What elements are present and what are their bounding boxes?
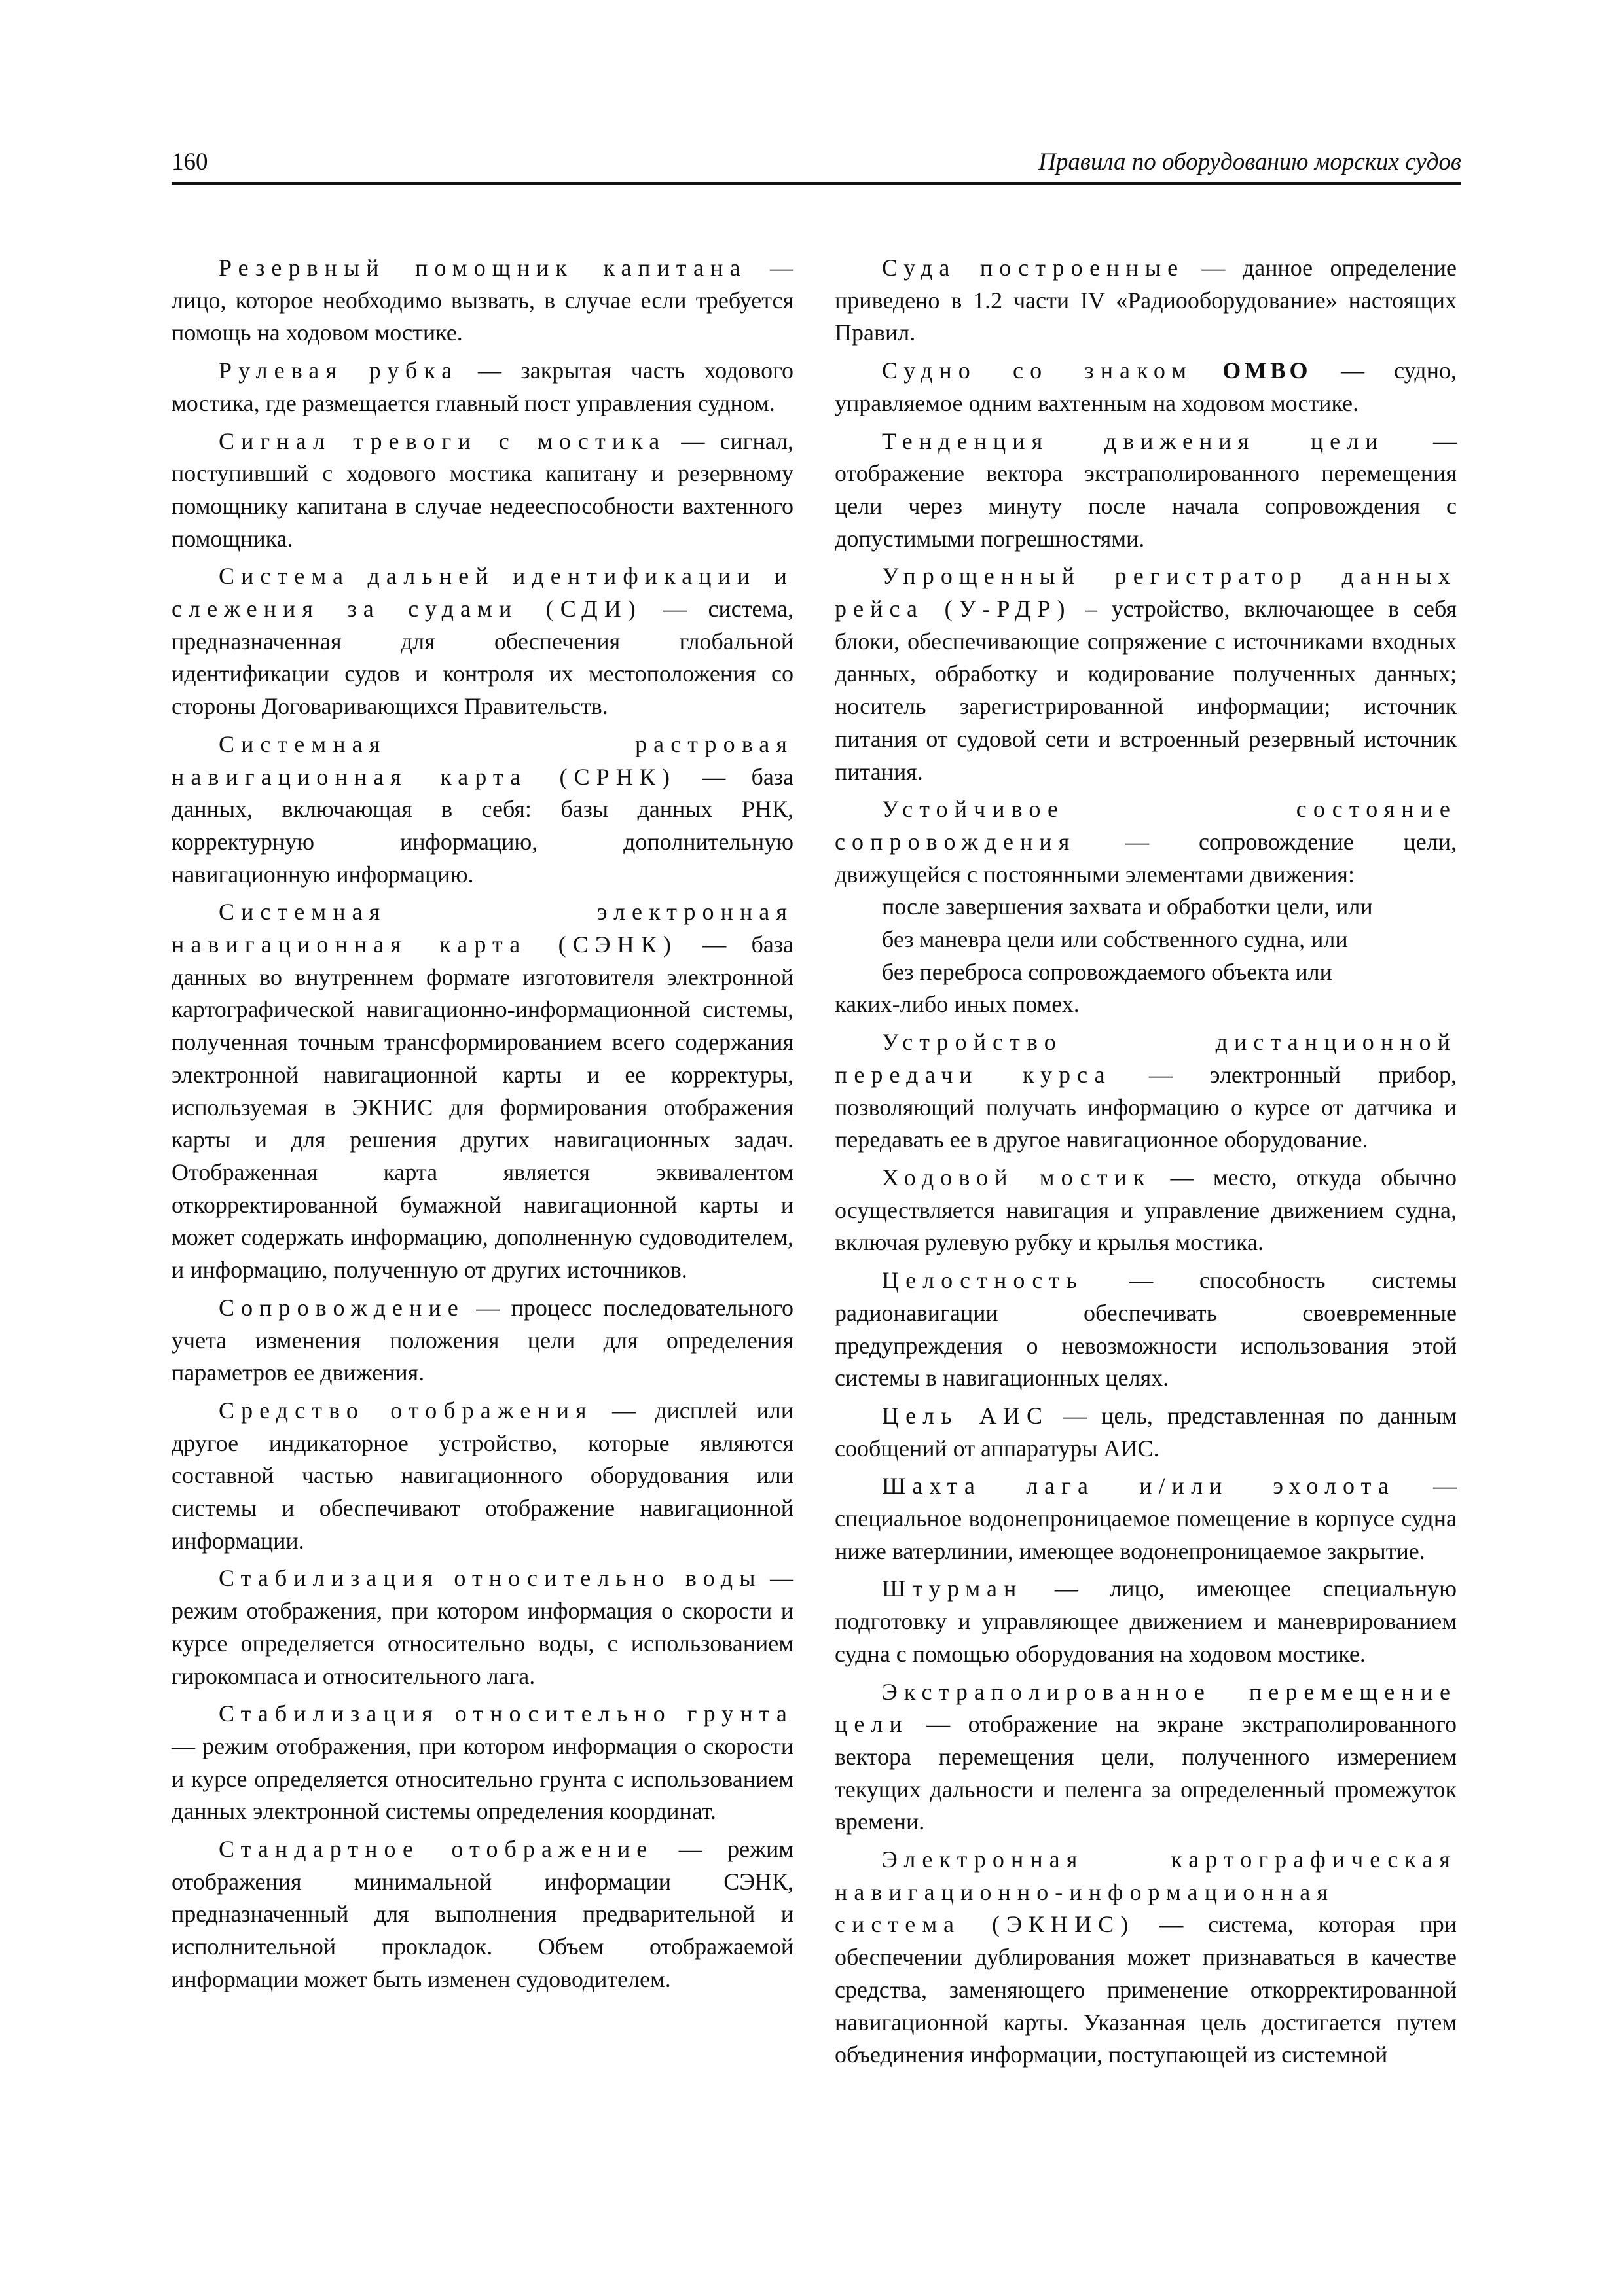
definition-text: — режим отображения минимальной информации СЭНК, предназначенный для выполнения предварительной и исполнительной прокладок. Объем отображаемой информации может быть изменен судоводителем. [172,1836,793,1992]
definition-term: Упрощенный регистратор данных рейса (У-РДР) [835,563,1457,622]
definition-entry [835,1844,1457,2072]
definition-term: Тенденция движения цели [882,427,1385,454]
definition-entry [172,1562,793,1693]
definition-term: Стабилизация относительно грунта [219,1700,793,1727]
definition-entry [835,1400,1457,1465]
definition-text: — закрытая часть ходового мостика, где размещается главный пост управления судном. [172,357,793,416]
definition-text: — система, предназначенная для обеспечения глобальной идентификации судов и контроля их местоположения со стороны Договаривающихся Правительств. [172,596,793,720]
list-item: без маневра цели или собственного судна, или [882,926,1348,953]
definition-text: – устройство, включающее в себя блоки, обеспечивающие сопряжение с источниками входных данных, обработку и кодирование полученных данных; носитель зарегистрированной информации; источник питания от судовой сети и встроенный резервный источник питания. [835,596,1457,785]
definition-term: Экстраполированное перемещение цели [835,1678,1457,1738]
definition-entry [835,1676,1457,1839]
definition-text: — судно, управляемое одним вахтенным на ходовом мостике. [835,357,1457,416]
definition-entry [172,1395,793,1558]
definition-entry [172,1698,793,1828]
list-tail: каких-либо иных помех. [835,991,1080,1018]
definition-entry [835,1265,1457,1395]
definition-term: Резервный помощник капитана [219,255,747,281]
definition-text: — данное определение приведено в 1.2 части IV «Радиооборудование» настоящих Правил. [835,255,1457,346]
definition-entry [172,560,793,723]
definition-entry [172,252,793,350]
definition-text: — сопровождение цели, движущейся с постоянными элементами движения: [835,828,1457,888]
definition-text: — отображение на экране экстраполированного вектора перемещения цели, полученного измерением текущих дальности и пеленга за определенный промежуток времени. [835,1711,1457,1835]
definition-term: Судно со знаком [882,357,1194,384]
definition-text: — отображение вектора экстраполированного перемещения цели через минуту после начала сопровождения с допустимыми погрешностями. [835,427,1457,552]
definition-term: Сопровождение [219,1294,465,1321]
definition-term: Стандартное отображение [219,1836,654,1863]
definition-term: Электронная картографическая навигационно-информационная система (ЭКНИС) [835,1846,1457,1938]
list-item: после завершения захвата и обработки цели, или [882,893,1373,920]
definition-text: — режим отображения, при котором информация о скорости и курсе определяется относительно грунта с использованием данных электронной системы определения координат. [172,1732,793,1825]
definition-text: — дисплей или другое индикаторное устройство, которые являются составной частью навигационного оборудования или системы и обеспечивают отображение навигационной информации. [172,1397,793,1554]
definition-entry [835,252,1457,350]
definition-entry [172,1292,793,1390]
definition-text: — электронный прибор, позволяющий получать информацию о курсе от датчика и передавать ее в другое навигационное оборудование. [835,1061,1457,1153]
right-column [835,252,1457,2077]
definition-term: Системная растровая навигационная карта (СРНК) [172,730,793,790]
definition-term: Средство отображения [219,1397,593,1424]
list-item: без переброса сопровождаемого объекта или [882,958,1332,985]
definition-text: — режим отображения, при котором информация о скорости и курсе определяется относительно воды, с использованием гирокомпаса и относительного лага. [172,1565,794,1689]
definition-term: Шахта лага и/или эхолота [882,1473,1395,1499]
definition-lead [835,793,1457,891]
definition-entry [835,560,1457,788]
omvo-mark: OMBO [1222,357,1311,384]
definition-term: Сигнал тревоги с мостика [219,427,666,454]
definition-entry [172,728,793,891]
definition-text: — цель, представленная по данным сообщений от аппаратуры АИС. [835,1402,1457,1462]
definition-entry [835,425,1457,556]
page-number: 160 [172,149,208,175]
definition-term: Рулевая рубка [219,357,459,384]
definition-text: — сигнал, поступивший с ходового мостика капитану и резервному помощнику капитана в случае недееспособности вахтенного помощника. [172,427,793,552]
definition-term: Устойчивое состояние сопровождения [835,796,1457,855]
definition-term: Целостность [882,1267,1084,1294]
definition-entry [835,1470,1457,1568]
definition-term: Система дальней идентификации и слежения за судами (СДИ) [172,563,793,622]
running-title: Правила по оборудованию морских судов [1038,149,1461,175]
definition-term: Цель АИС [882,1402,1049,1429]
definition-text: — способность системы радионавигации обеспечивать своевременные предупреждения о невозможности использования этой системы в навигационных целях. [835,1267,1457,1391]
definition-text: — база данных во внутреннем формате изготовителя электронной картографической навигационно-информационной системы, полученная точным трансформированием всего содержания электронной навигационной карты и ее корректуры, используемая в ЭКНИС для формирования отображения карты и для решения других навигационных задач. Отображенная карта является эквивалентом откорректированной бумажной навигационной карты и может содержать информацию, дополненную судоводителем, и информацию, полученную от других источников. [172,931,794,1283]
definition-entry [835,1162,1457,1259]
definition-text: — процесс последовательного учета изменения положения цели для определения параметров ее движения. [172,1294,793,1386]
definition-entry [835,1573,1457,1670]
definition-entry [172,896,793,1286]
definition-text: — система, которая при обеспечении дублирования может признаваться в качестве средства, заменяющего применение откорректированной навигационной карты. Указанная цель достигается путем объединения информации, поступающей из системной [835,1911,1457,2068]
definition-entry [172,425,793,556]
left-column [172,252,793,2001]
definition-entry [835,1026,1457,1157]
definition-text: — база данных, включающая в себя: базы данных РНК, корректурную информацию, дополнительную навигационную информацию. [172,763,793,888]
definition-entry [172,1833,793,1996]
definition-text: — специальное водонепроницаемое помещение в корпусе судна ниже ватерлинии, имеющее водонепроницаемое закрытие. [835,1473,1457,1564]
definition-entry [835,793,1457,1021]
definition-term: Ходовой мостик [882,1164,1152,1191]
definition-text: — место, откуда обычно осуществляется навигация и управление движением судна, включая рулевую рубку и крылья мостика. [835,1164,1457,1256]
definition-text: — лицо, имеющее специальную подготовку и управляющее движением и маневрированием судна с помощью оборудования на ходовом мостике. [835,1575,1457,1667]
definition-text: — лицо, которое необходимо вызвать, в случае если требуется помощь на ходовом мостике. [172,255,793,346]
definition-entry [172,355,793,420]
page-header [172,145,1461,185]
definition-entry [835,355,1457,420]
definition-term: Устройство дистанционной передачи курса [835,1029,1457,1088]
definition-term: Стабилизация относительно воды [219,1565,762,1592]
definition-term: Суда построенные [882,255,1185,281]
definition-term: Штурман [882,1575,1023,1602]
definition-term: Системная электронная навигационная карта (СЭНК) [172,899,793,958]
